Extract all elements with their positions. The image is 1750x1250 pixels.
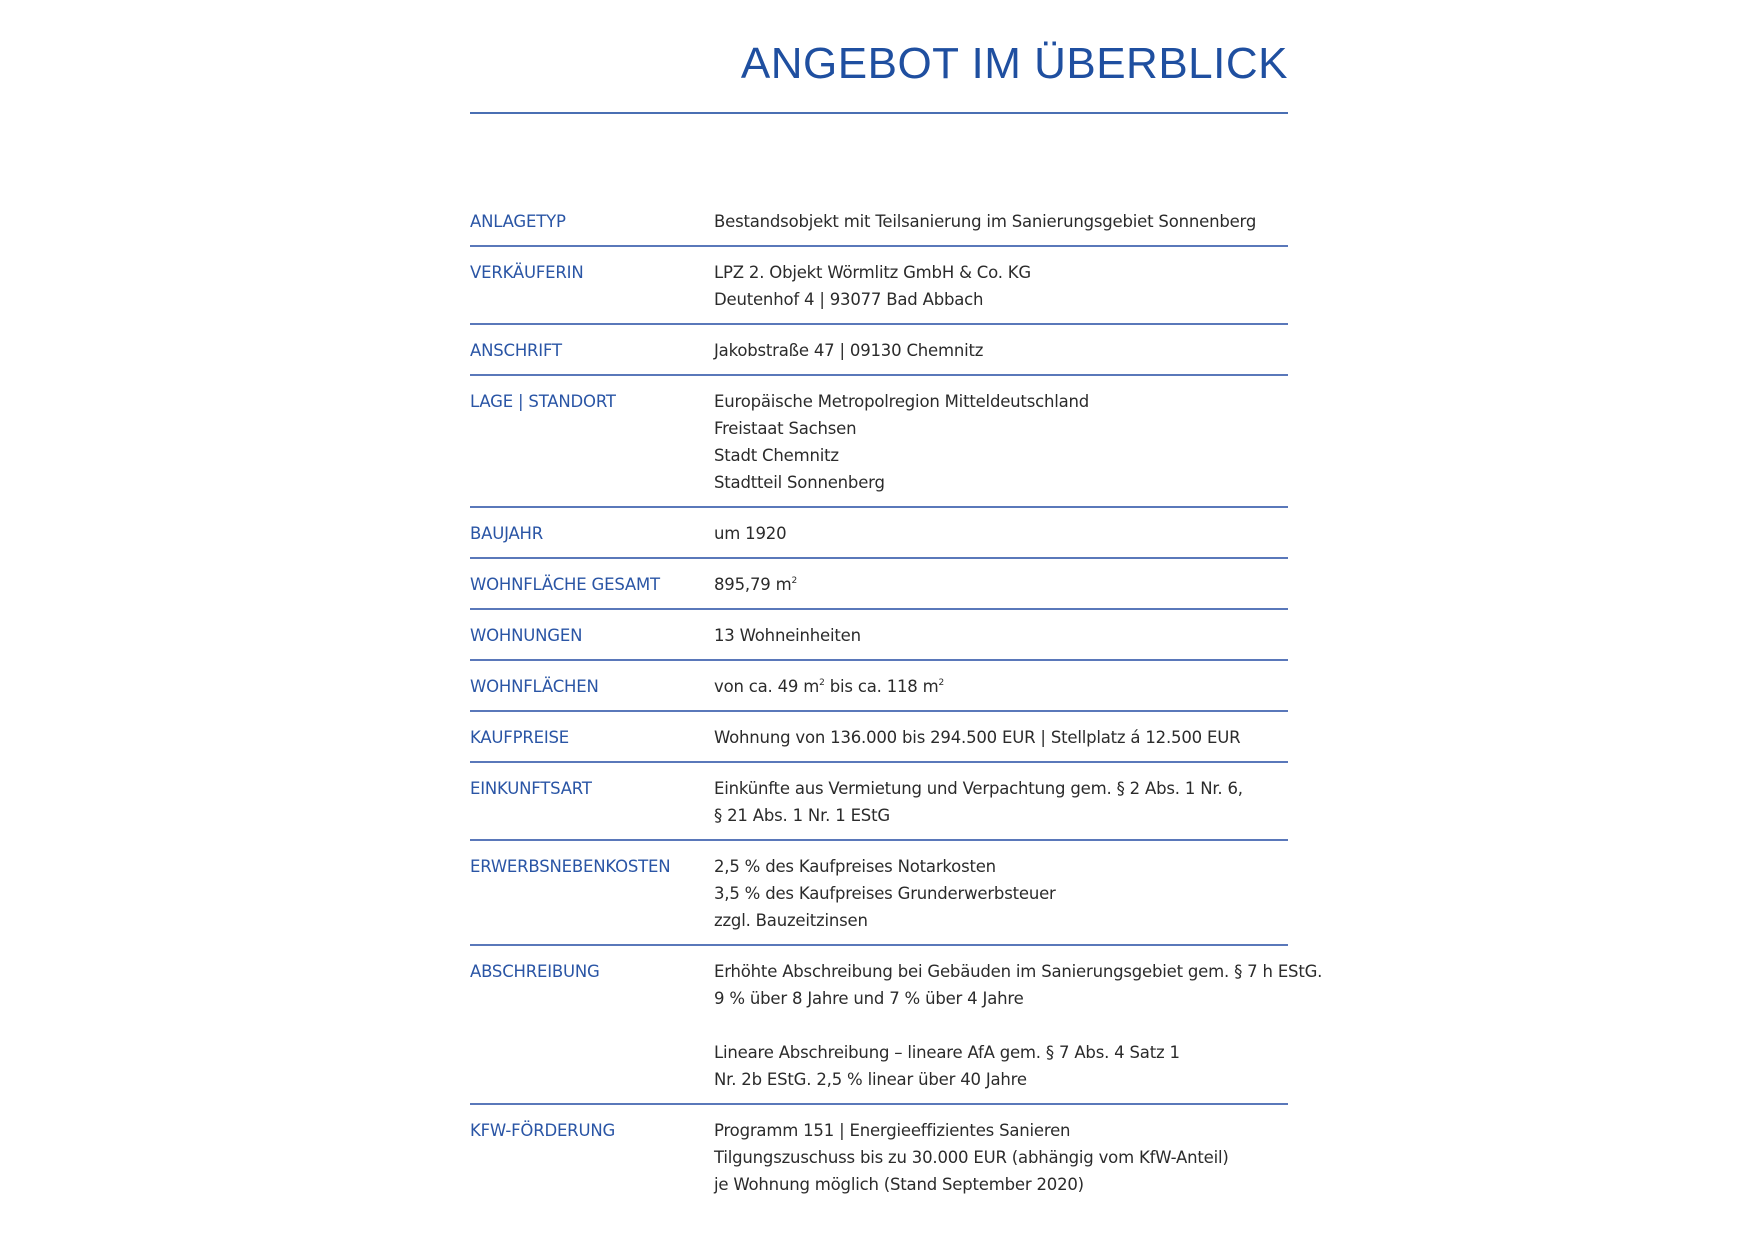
square-superscript: 2 xyxy=(938,678,945,688)
value-anlagetyp xyxy=(714,208,1288,235)
value-line: Wohnung von 136.000 bis 294.500 EUR | Stellplatz á 12.500 EUR xyxy=(714,728,1241,747)
value-lage-standort xyxy=(714,388,1288,496)
value-line: Bestandsobjekt mit Teilsanierung im Sanierungsgebiet Sonnenberg xyxy=(714,212,1257,231)
value-line: Stadtteil Sonnenberg xyxy=(714,473,885,492)
value-line: § 21 Abs. 1 Nr. 1 EStG xyxy=(714,806,890,825)
value-anschrift xyxy=(714,337,1288,364)
value-wohnflaeche-gesamt xyxy=(714,571,1288,598)
row-kfw-foerderung xyxy=(470,1105,1288,1208)
value-kaufpreise xyxy=(714,724,1288,751)
value-line: Tilgungszuschuss bis zu 30.000 EUR (abhängig vom KfW-Anteil) xyxy=(714,1148,1229,1167)
label-kaufpreise: KAUFPREISE xyxy=(470,728,569,747)
page-title: ANGEBOT IM ÜBERBLICK xyxy=(740,39,1288,88)
value-erwerbsnebenkosten xyxy=(714,853,1288,934)
area-from: von ca. 49 m xyxy=(714,677,820,696)
row-erwerbsnebenkosten xyxy=(470,841,1288,946)
label-wohnungen: WOHNUNGEN xyxy=(470,626,583,645)
row-einkunftsart xyxy=(470,763,1288,841)
label-einkunftsart: EINKUNFTSART xyxy=(470,779,592,798)
value-line: Freistaat Sachsen xyxy=(714,419,857,438)
square-superscript: 2 xyxy=(819,678,825,688)
value-line: Einkünfte aus Vermietung und Verpachtung gem. § 2 Abs. 1 Nr. 6, xyxy=(714,779,1243,798)
value-line: LPZ 2. Objekt Wörmlitz GmbH & Co. KG xyxy=(714,263,1032,282)
value-line: 3,5 % des Kaufpreises Grunderwerbsteuer xyxy=(714,884,1056,903)
row-wohnflaeche-gesamt xyxy=(470,559,1288,610)
row-lage-standort xyxy=(470,376,1288,508)
offer-overview-table xyxy=(470,196,1323,1208)
label-anschrift: ANSCHRIFT xyxy=(470,341,562,360)
row-kaufpreise xyxy=(470,712,1288,763)
value-verkaeuferin xyxy=(714,259,1288,313)
value-line: zzgl. Bauzeitzinsen xyxy=(714,911,868,930)
label-lage-standort: LAGE | STANDORT xyxy=(470,392,616,411)
value-line: Stadt Chemnitz xyxy=(714,446,839,465)
title-divider xyxy=(470,112,1288,114)
row-wohnungen xyxy=(470,610,1288,661)
value-line: Deutenhof 4 | 93077 Bad Abbach xyxy=(714,290,984,309)
label-anlagetyp: ANLAGETYP xyxy=(470,212,566,231)
value-wohnungen xyxy=(714,622,1288,649)
value-abschreibung xyxy=(714,958,1322,1093)
value-line: Programm 151 | Energieeffizientes Sanieren xyxy=(714,1121,1071,1140)
row-anschrift xyxy=(470,325,1288,376)
row-baujahr xyxy=(470,508,1288,559)
area-value: 895,79 m xyxy=(714,575,792,594)
label-verkaeuferin: VERKÄUFERIN xyxy=(470,263,584,282)
value-line: je Wohnung möglich (Stand September 2020) xyxy=(714,1175,1084,1194)
label-abschreibung: ABSCHREIBUNG xyxy=(470,962,600,981)
value-line: 13 Wohneinheiten xyxy=(714,626,861,645)
value-line: Lineare Abschreibung – lineare AfA gem. § 7 Abs. 4 Satz 1 xyxy=(714,1043,1180,1062)
value-wohnflaechen xyxy=(714,673,1288,700)
paragraph-gap xyxy=(714,1012,1322,1039)
value-line xyxy=(714,673,1288,700)
value-line: Jakobstraße 47 | 09130 Chemnitz xyxy=(714,341,984,360)
value-line: um 1920 xyxy=(714,524,787,543)
value-line: Erhöhte Abschreibung bei Gebäuden im Sanierungsgebiet gem. § 7 h EStG. xyxy=(714,962,1323,981)
value-line: Nr. 2b EStG. 2,5 % linear über 40 Jahre xyxy=(714,1070,1027,1089)
label-baujahr: BAUJAHR xyxy=(470,524,544,543)
value-line: Europäische Metropolregion Mitteldeutschland xyxy=(714,392,1090,411)
area-to: bis ca. 118 m xyxy=(824,677,939,696)
label-wohnflaeche-gesamt: WOHNFLÄCHE GESAMT xyxy=(470,575,660,594)
square-superscript: 2 xyxy=(791,576,797,586)
row-verkaeuferin xyxy=(470,247,1288,325)
value-line: 9 % über 8 Jahre und 7 % über 4 Jahre xyxy=(714,989,1024,1008)
label-wohnflaechen: WOHNFLÄCHEN xyxy=(470,677,599,696)
value-line: 2,5 % des Kaufpreises Notarkosten xyxy=(714,857,996,876)
value-einkunftsart xyxy=(714,775,1288,829)
row-abschreibung xyxy=(470,946,1323,1105)
label-kfw-foerderung: KFW-FÖRDERUNG xyxy=(470,1121,616,1140)
row-wohnflaechen xyxy=(470,661,1288,712)
value-baujahr xyxy=(714,520,1288,547)
value-kfw-foerderung xyxy=(714,1117,1288,1198)
row-anlagetyp xyxy=(470,196,1288,247)
label-erwerbsnebenkosten: ERWERBSNEBENKOSTEN xyxy=(470,857,671,876)
value-line xyxy=(714,571,1288,598)
document-page xyxy=(470,0,1323,1208)
